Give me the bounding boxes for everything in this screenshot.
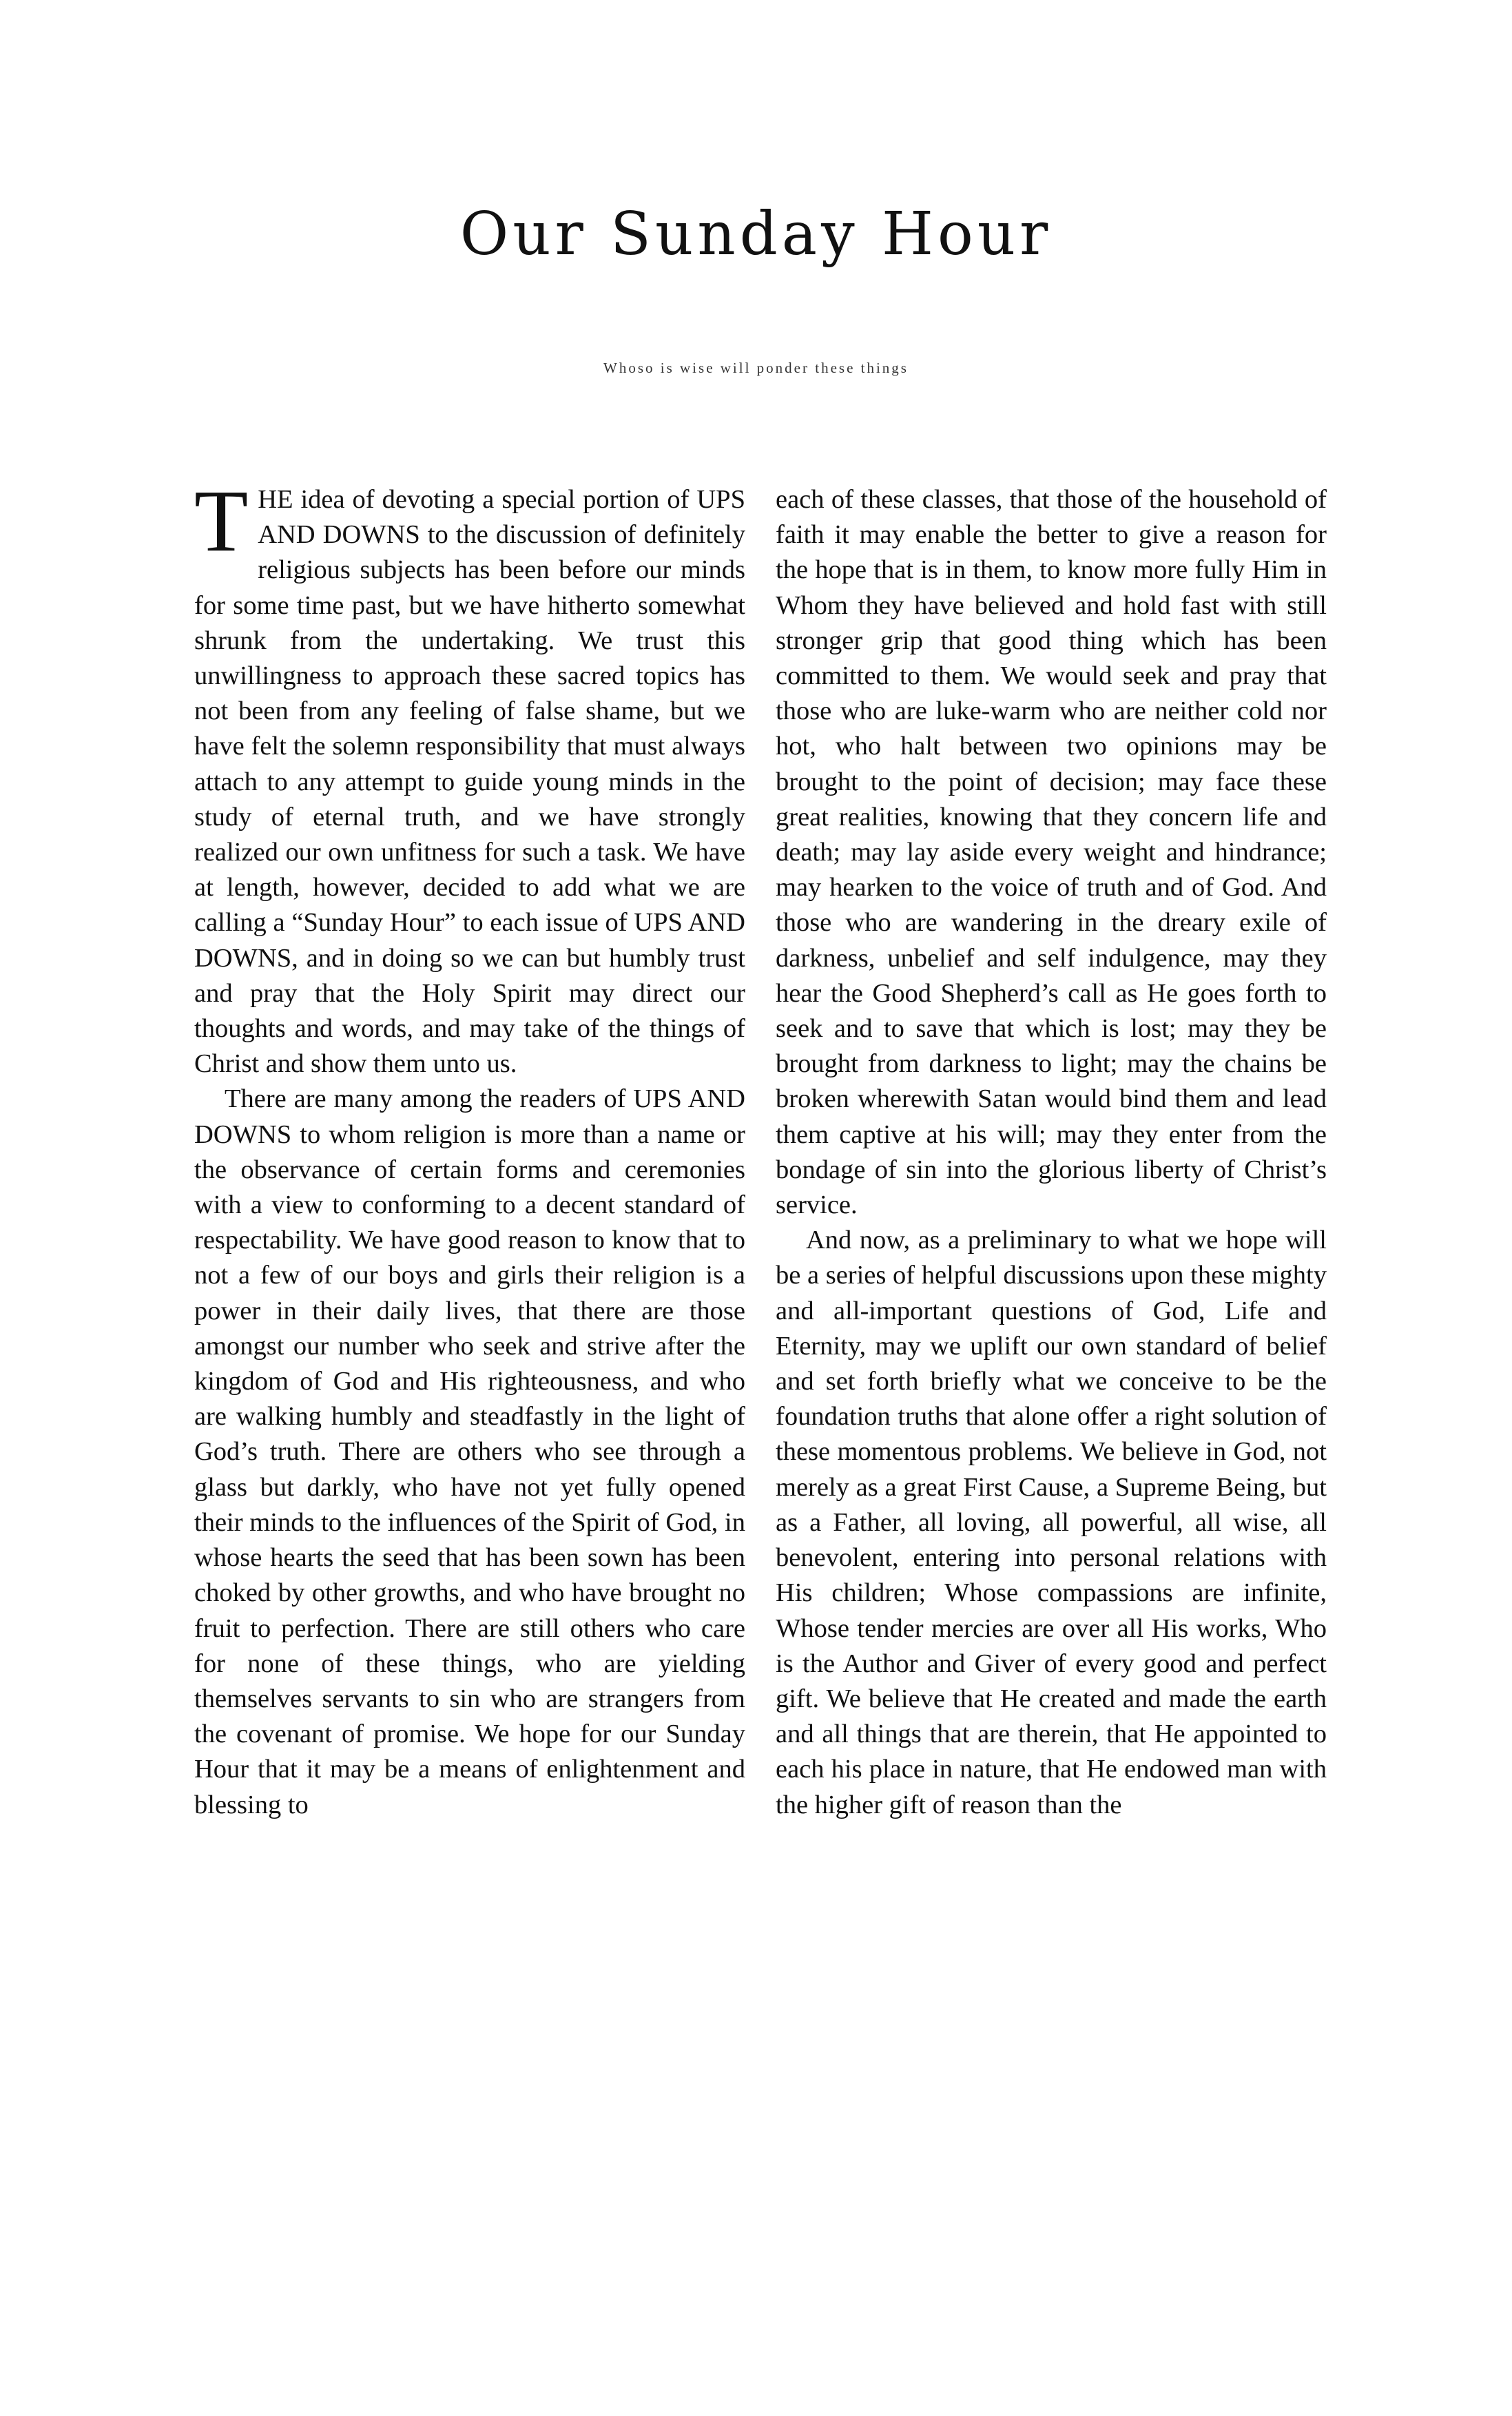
paragraph-1-text: HE idea of devoting a special portion of UPS AND DOWNS to the discussion of definitely religious subjects has been before our minds for some time past, but we have hitherto somewhat shrunk from the undertaking. We trust this unwillingness to approach these sacred topics has not been from any feeling of false shame, but we have felt the solemn responsibility that must always attach to any attempt to guide young minds in the study of eternal truth, and we have strongly realized our own unfitness for such a task. We have at length, however, decided to add what we are calling a “Sunday Hour” to each issue of UPS AND DOWNS, and in doing so we can but humbly trust and pray that the Holy Spirit may direct our thoughts and words, and may take of the things of Christ and show them unto us. [194,485,745,1079]
paragraph-2-continued: each of these classes, that those of the household of faith it may enable the better to give a reason for the hope that is in them, to know more fully Him in Whom they have believed and hold fast with still stronger grip that good thing which has been committed to them. We would seek and pray that those who are luke-warm who are neither cold nor hot, who halt between two opinions may be brought to the point of decision; may face these great realities, knowing that they concern life and death; may lay aside every weight and hindrance; may hearken to the voice of truth and of God. And those who are wandering in the dreary exile of darkness, unbelief and self indulgence, may they hear the Good Shepherd’s call as He goes forth to seek and to save that which is lost; may they be brought from darkness to light; may the chains be broken wherewith Satan would bind them and lead them captive at his will; may they enter from the bondage of sin into the glorious liberty of Christ’s service. [776,485,1327,1220]
left-column [194,472,745,1823]
right-column [776,482,1327,1823]
paragraph-3: And now, as a preliminary to what we hope will be a series of helpful discussions upon these mighty and all-important questions of God, Life and Eternity, may we uplift our own standard of belief and set forth briefly what we conceive to be the foundation truths that alone offer a right solution of these momentous problems. We believe in God, not merely as a great First Cause, a Supreme Being, but as a Father, all loving, all powerful, all wise, all benevolent, entering into personal relations with His children; Whose compassions are infinite, Whose tender mercies are over all His works, Who is the Author and Giver of every good and perfect gift. We believe that He created and made the earth and all things that are therein, that He appointed to each his place in nature, that He endowed man with the higher gift of reason than the [776,1226,1327,1819]
drop-cap: T [194,472,249,570]
paragraph-2: There are many among the readers of UPS AND DOWNS to whom religion is more than a name or the observance of certain forms and ceremonies with a view to conforming to a decent standard of respectability. We have good reason to know that to not a few of our boys and girls their religion is a power in their daily lives, that there are those amongst our number who seek and strive after the kingdom of God and His righteousness, and who are walking humbly and steadfastly in the light of God’s truth. There are others who see through a glass but darkly, who have not yet fully opened their minds to the influences of the Spirit of God, in whose hearts the seed that has been sown has been choked by other growths, and who have brought no fruit to perfection. There are still others who care for none of these things, who are yielding themselves servants to sin who are strangers from the covenant of promise. We hope for our Sunday Hour that it may be a means of enlightenment and blessing to [194,1084,745,1819]
epigraph: Whoso is wise will ponder these things [603,360,909,376]
paragraph-1 [194,472,745,1082]
page-title: Our Sunday Hour [459,200,1053,269]
